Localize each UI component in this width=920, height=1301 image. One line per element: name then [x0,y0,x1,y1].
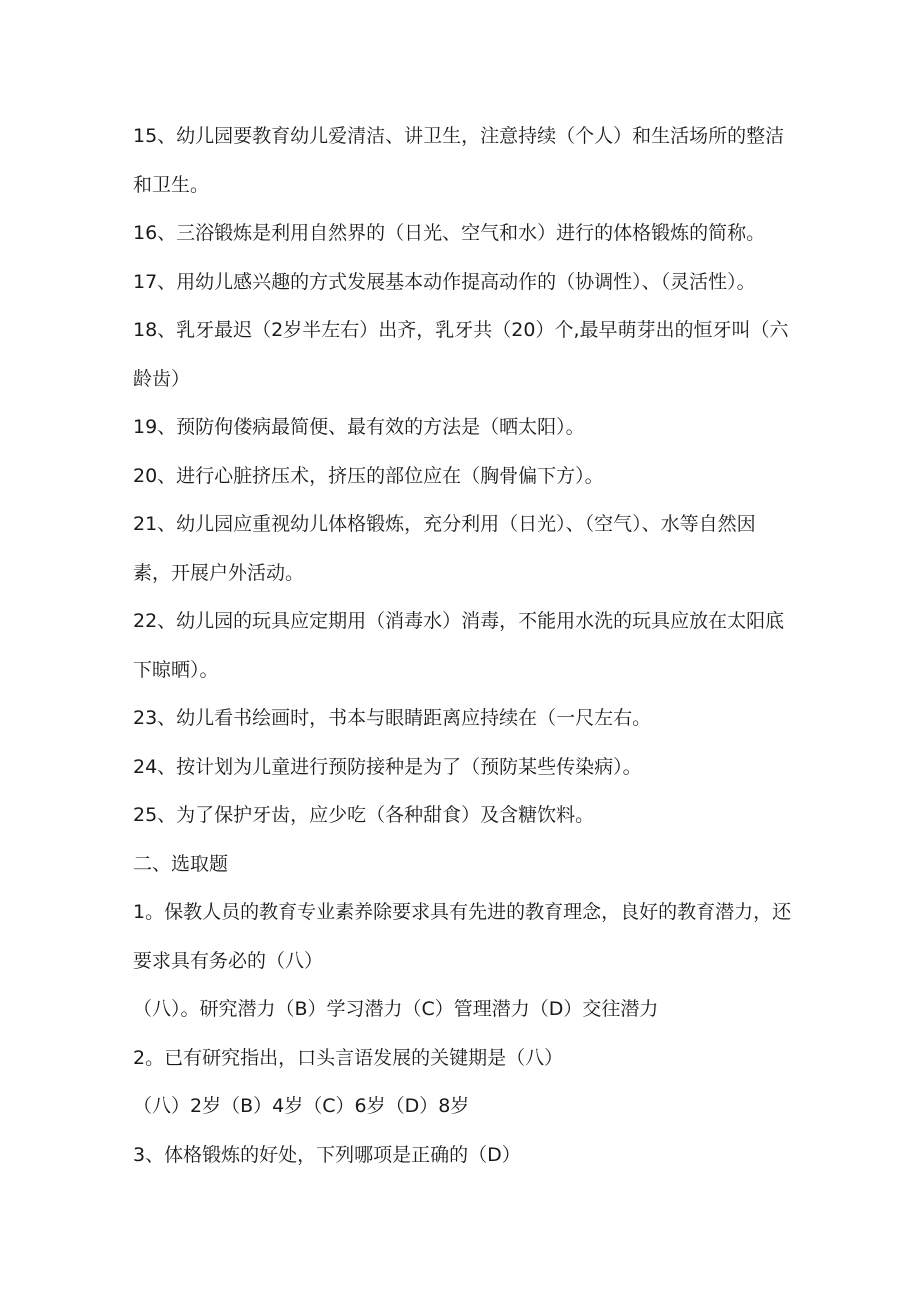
item-16: 16、三浴锻炼是利用自然界的（日光、空气和水）进行的体格锻炼的简称。 [133,222,766,244]
item-23: 23、幼儿看书绘画时，书本与眼睛距离应持续在（一尺左右。 [133,707,652,729]
item-17: 17、用幼儿感兴趣的方式发展基本动作提高动作的（协调性）、（灵活性）。 [133,270,756,293]
question-1: 1。保教人员的教育专业素养除要求具有先进的教育理念，良好的教育潜力，还要求具有务必的（八） [133,901,792,972]
item-18: 18、乳牙最迟（2岁半左右）出齐，乳牙共（20）个,最早萌芽出的恒牙叫（六龄齿） [133,319,789,390]
item-25: 25、为了保护牙齿，应少吃（各种甜食）及含糖饮料。 [133,804,595,826]
item-22: 22、幼儿园的玩具应定期用（消毒水）消毒，不能用水洗的玩具应放在太阳底下晾晒）。 [133,610,785,681]
question-3: 3、体格锻炼的好处，下列哪项是正确的（D） [133,1143,521,1166]
question-2-options: （八）2岁（B）4岁（C）6岁（D）8岁 [133,1095,470,1117]
item-24: 24、按计划为儿童进行预防接种是为了（预防某些传染病）。 [133,755,642,778]
item-15: 15、幼儿园要教育幼儿爱清洁、讲卫生，注意持续（个人）和生活场所的整洁和卫生。 [133,125,785,196]
question-2: 2。已有研究指出，口头言语发展的关键期是（八） [133,1046,564,1069]
item-21: 21、幼儿园应重视幼儿体格锻炼，充分利用（日光）、（空气）、水等自然因素，开展户外活动。 [133,513,756,584]
document-body [133,112,793,1179]
item-20: 20、进行心脏挤压术，挤压的部位应在（胸骨偏下方）。 [133,464,604,487]
item-19: 19、预防佝偻病最简便、最有效的方法是（晒太阳）。 [133,416,585,438]
question-1-options: （八）。研究潜力（B）学习潜力（C）管理潜力（D）交往潜力 [133,998,659,1020]
section-heading-choice: 二、选取题 [133,852,229,875]
